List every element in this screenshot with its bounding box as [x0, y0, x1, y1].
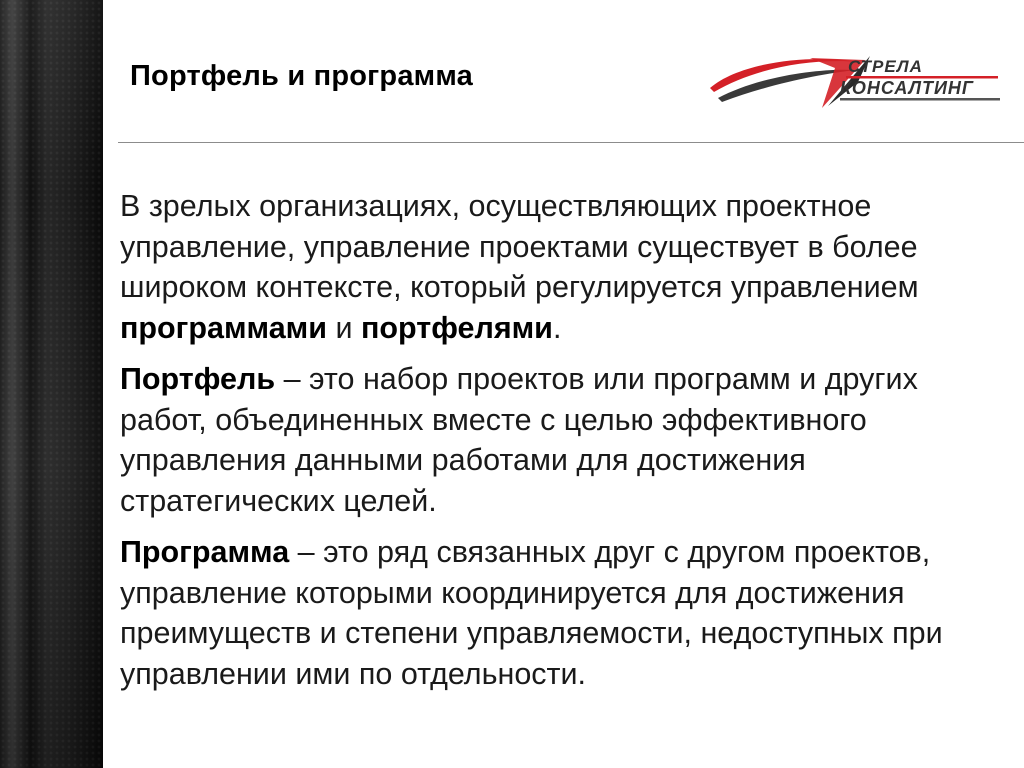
slide-title: Портфель и программа — [130, 60, 473, 92]
logo-text-line2: КОНСАЛТИНГ — [840, 78, 974, 98]
intro-bold-portfolios: портфелями — [360, 310, 553, 345]
slide-body — [120, 186, 1000, 705]
program-definition-text: – это ряд связанных друг с другом проектов, управление которыми координируется для достижения преимуществ и степени управляемости, недоступных при управлении ими по отдельности. — [120, 535, 943, 691]
paragraph-program-definition — [120, 532, 1000, 694]
intro-text-3: . — [552, 310, 562, 345]
intro-text-2: и — [326, 310, 361, 345]
intro-bold-programs: программами — [120, 310, 327, 345]
portfolio-term: Портфель — [120, 362, 276, 396]
company-logo — [700, 48, 1005, 116]
logo-text-line1: СТРЕЛА — [848, 57, 923, 76]
program-term: Программа — [120, 535, 290, 569]
portfolio-definition-text: – это набор проектов или программ и других работ, объединенных вместе с целью эффективного управления данными работами для достижения стратегических целей. — [120, 362, 918, 518]
header-divider — [118, 142, 1024, 143]
paragraph-portfolio-definition — [120, 359, 1000, 521]
paragraph-intro — [120, 186, 1000, 348]
decorative-side-band — [0, 0, 103, 768]
intro-text-1: В зрелых организациях, осуществляющих проектное управление, управление проектами существует в более широком контексте, который регулируется управлением — [120, 189, 919, 304]
